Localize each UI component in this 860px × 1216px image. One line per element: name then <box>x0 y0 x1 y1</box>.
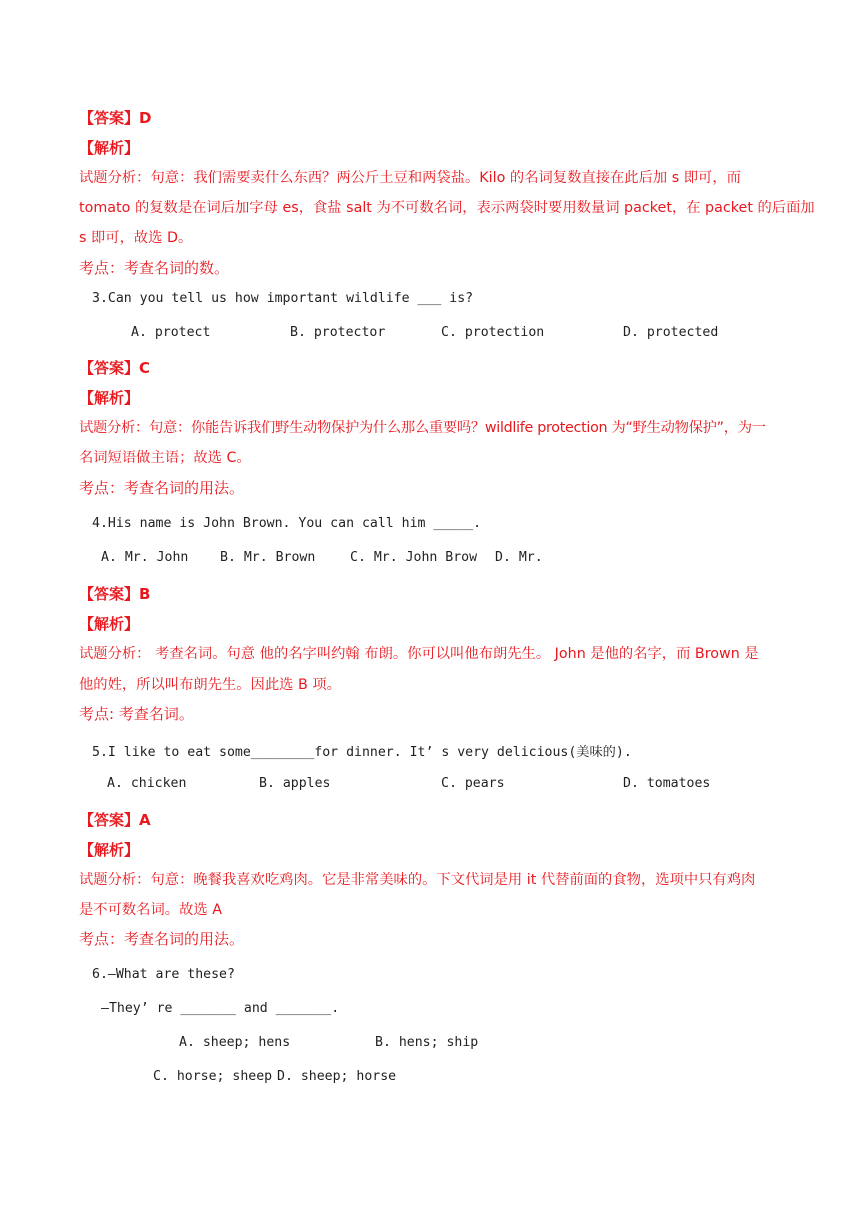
q4-option-d: D. Mr. <box>495 550 543 565</box>
q5-option-b: B. apples <box>259 776 331 791</box>
q6-stem: 6.—What are these? <box>92 967 235 982</box>
q5-option-d: D. tomatoes <box>623 776 711 791</box>
q4-stem: 4.His name is John Brown. You can call him _____. <box>92 516 482 531</box>
q3-point: 考点：考查名词的用法。 <box>79 479 245 497</box>
q2-analysis-line-2: tomato 的复数是在词后加字母 es，食盐 salt 为不可数名词，表示两袋时要用数量词 packet，在 packet 的后面加 <box>79 200 815 216</box>
q3-option-c: C. protection <box>441 325 545 340</box>
q4-option-c: C. Mr. John Brow <box>350 550 478 565</box>
q2-analysis-line-1: 试题分析：句意：我们需要卖什么东西？两公斤土豆和两袋盐。Kilo 的名词复数直接在此后加 s 即可，而 <box>79 170 741 186</box>
q4-option-b: B. Mr. Brown <box>220 550 316 565</box>
q6-stem-response: —They’ re _______ and _______. <box>101 1001 340 1016</box>
q3-analysis-line-2: 名词短语做主语；故选 C。 <box>79 450 251 466</box>
q4-answer: 【答案】B <box>79 585 151 603</box>
q5-option-a: A. chicken <box>107 776 187 791</box>
q4-analysis-line-1: 试题分析： 考查名词。句意 他的名字叫约翰 布朗。你可以叫他布朗先生。 John 是他的名字，而 Brown 是 <box>79 646 759 662</box>
q6-option-d: D. sheep; horse <box>277 1069 397 1084</box>
q2-point: 考点：考查名词的数。 <box>79 259 230 277</box>
q6-option-a: A. sheep; hens <box>179 1035 291 1050</box>
q6-option-c: C. horse; sheep <box>153 1069 273 1084</box>
q3-analysis-line-1: 试题分析：句意：你能告诉我们野生动物保护为什么那么重要吗？wildlife protection 为“野生动物保护”，为一 <box>79 420 766 436</box>
q6-option-b: B. hens; ship <box>375 1035 479 1050</box>
q5-analysis-line-2: 是不可数名词。故选 A <box>79 902 222 918</box>
q4-analysis-title: 【解析】 <box>79 615 140 633</box>
q2-analysis-line-3: s 即可，故选 D。 <box>79 230 193 246</box>
q3-option-d: D. protected <box>623 325 719 340</box>
q5-analysis-title: 【解析】 <box>79 841 140 859</box>
q3-answer: 【答案】C <box>79 359 151 377</box>
q3-analysis-title: 【解析】 <box>79 389 140 407</box>
q2-answer: 【答案】D <box>79 109 152 127</box>
q5-stem: 5.I like to eat some________for dinner. It’ s very delicious(美味的). <box>92 745 632 760</box>
q3-option-a: A. protect <box>131 325 211 340</box>
q5-analysis-line-1: 试题分析：句意：晚餐我喜欢吃鸡肉。它是非常美味的。下文代词是用 it 代替前面的食物，选项中只有鸡肉 <box>79 872 756 888</box>
q2-analysis-title: 【解析】 <box>79 139 140 157</box>
q5-point: 考点：考查名词的用法。 <box>79 930 245 948</box>
q4-analysis-line-2: 他的姓，所以叫布朗先生。因此选 B 项。 <box>79 677 341 693</box>
q4-option-a: A. Mr. John <box>101 550 189 565</box>
q5-option-c: C. pears <box>441 776 505 791</box>
q3-stem: 3.Can you tell us how important wildlife ___ is? <box>92 291 474 306</box>
q5-answer: 【答案】A <box>79 811 151 829</box>
q3-option-b: B. protector <box>290 325 386 340</box>
q4-point: 考点: 考查名词。 <box>79 705 194 723</box>
